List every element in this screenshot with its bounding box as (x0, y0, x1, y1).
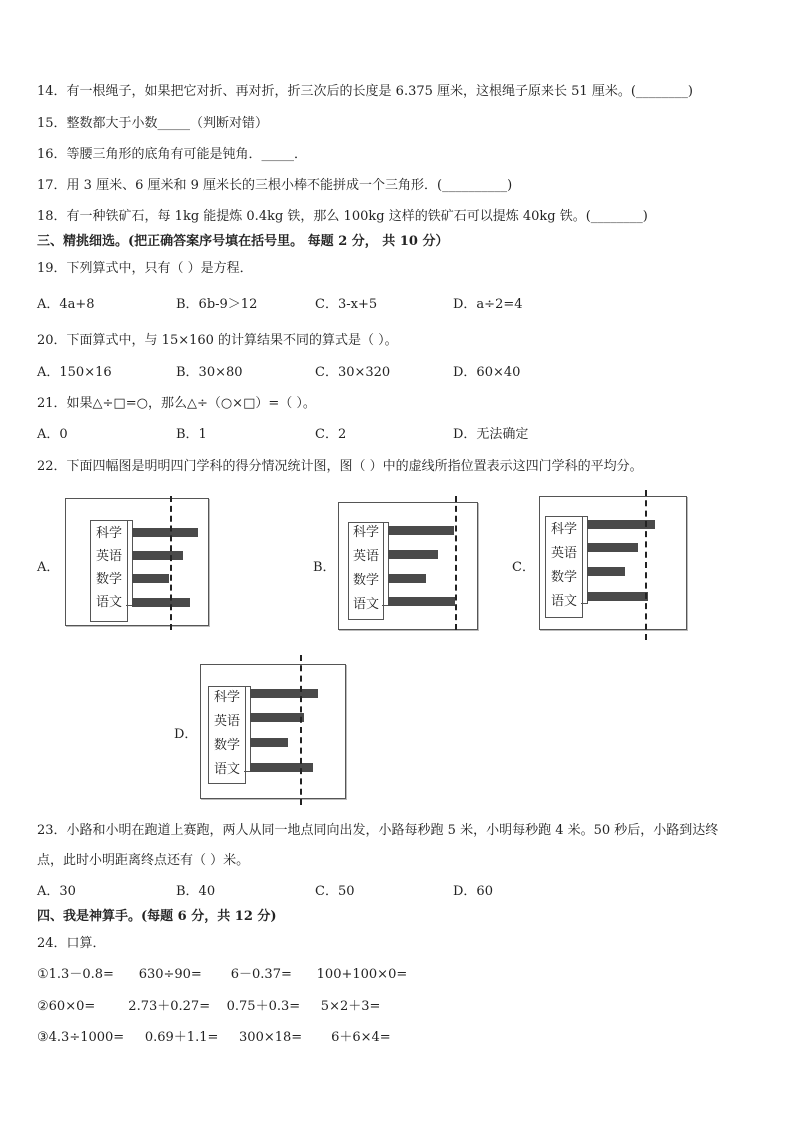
chart-label: A． (37, 560, 60, 575)
question-19: 19．下列算式中，只有（ ）是方程． (37, 261, 253, 276)
average-dashed-line (455, 496, 457, 630)
calc-row-3: ③4.3÷1000= 0.69＋1.1= 300×18= 6＋6×4= (37, 1030, 391, 1045)
chart-c (512, 490, 692, 645)
option-b: B．30×80 (176, 365, 243, 380)
calc-row-2: ②60×0= 2.73＋0.27= 0.75＋0.3= 5×2＋3= (37, 999, 381, 1014)
subject-chinese: 语文 (213, 762, 240, 777)
bar-3 (388, 597, 455, 606)
question-22: 22．下面四幅图是明明四门学科的得分情况统计图，图（ ）中的虚线所指位置表示这四门学科的平均分。 (37, 459, 643, 474)
bar-0 (132, 528, 198, 537)
subject-science: 科学 (550, 522, 577, 537)
subject-math: 数学 (352, 573, 379, 588)
bar-1 (250, 713, 304, 722)
chart-a (37, 490, 227, 635)
option-b: B．40 (176, 884, 216, 899)
subject-math: 数学 (213, 738, 240, 753)
chart-label: D． (174, 727, 198, 742)
bar-2 (587, 567, 625, 576)
option-a: A．30 (37, 884, 76, 899)
bar-2 (388, 574, 426, 583)
subject-label-box (208, 686, 246, 784)
bar-3 (587, 592, 648, 601)
subject-label-box (348, 522, 384, 620)
subject-chinese: 语文 (550, 594, 577, 609)
bracket (244, 686, 251, 772)
calc-row-1: ①1.3－0.8= 630÷90= 6－0.37= 100+100×0= (37, 967, 408, 982)
bar-3 (250, 763, 313, 772)
question-16: 16．等腰三角形的底角有可能是钝角．_____． (37, 147, 308, 162)
question-19-options (37, 296, 757, 314)
option-d: D．60×40 (453, 365, 521, 380)
bar-3 (132, 598, 190, 607)
question-15: 15．整数都大于小数_____（判断对错） (37, 116, 269, 131)
subject-chinese: 语文 (95, 595, 122, 610)
subject-math: 数学 (95, 572, 122, 587)
question-17: 17．用 3 厘米、6 厘米和 9 厘米长的三根小棒不能拼成一个三角形．(__________) (37, 178, 513, 193)
option-d: D．无法确定 (453, 427, 529, 442)
average-dashed-line (300, 655, 302, 805)
question-24: 24．口算． (37, 936, 106, 951)
option-c: C．30×320 (315, 365, 391, 380)
subject-math: 数学 (550, 570, 577, 585)
option-c: C．50 (315, 884, 355, 899)
chart-b (313, 496, 483, 636)
option-d: D．60 (453, 884, 493, 899)
bar-1 (587, 543, 638, 552)
subject-science: 科学 (352, 525, 379, 540)
subject-science: 科学 (95, 526, 122, 541)
subject-label-box (90, 520, 128, 622)
option-c: C．3-x+5 (315, 297, 378, 312)
subject-science: 科学 (213, 690, 240, 705)
chart-label: B． (313, 560, 336, 575)
average-dashed-line (170, 496, 172, 630)
section-4-heading: 四、我是神算手。(每题 6 分，共 12 分) (37, 909, 277, 924)
bar-2 (250, 738, 288, 747)
subject-english: 英语 (352, 549, 379, 564)
bar-0 (388, 526, 454, 535)
subject-label-box (545, 516, 583, 618)
question-23-options (37, 883, 757, 901)
option-a: A．4a+8 (37, 297, 95, 312)
question-14: 14．有一根绳子，如果把它对折、再对折，折三次后的长度是 6.375 厘米，这根绳子原来长 51 厘米。(________) (37, 84, 693, 99)
option-a: A．0 (37, 427, 68, 442)
question-20-options (37, 364, 757, 382)
subject-chinese: 语文 (352, 597, 379, 612)
chart-d (174, 655, 354, 807)
chart-label: C． (512, 560, 535, 575)
bar-2 (132, 574, 169, 583)
question-18: 18．有一种铁矿石，每 1kg 能提炼 0.4kg 铁，那么 100kg 这样的铁矿石可以提炼 40kg 铁。(________) (37, 209, 648, 224)
subject-english: 英语 (213, 714, 240, 729)
bracket (581, 516, 588, 604)
bar-1 (132, 551, 183, 560)
section-3-heading: 三、精挑细选。(把正确答案序号填在括号里。 每题 2 分， 共 10 分） (37, 234, 449, 249)
subject-english: 英语 (95, 549, 122, 564)
option-b: B．6b-9＞12 (176, 297, 258, 312)
bar-0 (250, 689, 318, 698)
average-dashed-line (645, 490, 647, 640)
bar-1 (388, 550, 438, 559)
question-21: 21．如果△÷□=○，那么△÷（○×□）=（ ）。 (37, 396, 316, 411)
question-21-options (37, 426, 757, 444)
option-a: A．150×16 (37, 365, 112, 380)
question-23-line-1: 23．小路和小明在跑道上赛跑，两人从同一地点同向出发，小路每秒跑 5 米，小明每秒跑 4 米。50 秒后，小路到达终 (37, 823, 719, 838)
question-23-line-2: 点，此时小明距离终点还有（ ）米。 (37, 853, 250, 868)
option-c: C．2 (315, 427, 347, 442)
option-d: D．a÷2=4 (453, 297, 523, 312)
option-b: B．1 (176, 427, 207, 442)
question-20: 20．下面算式中，与 15×160 的计算结果不同的算式是（ ）。 (37, 333, 398, 348)
subject-english: 英语 (550, 546, 577, 561)
